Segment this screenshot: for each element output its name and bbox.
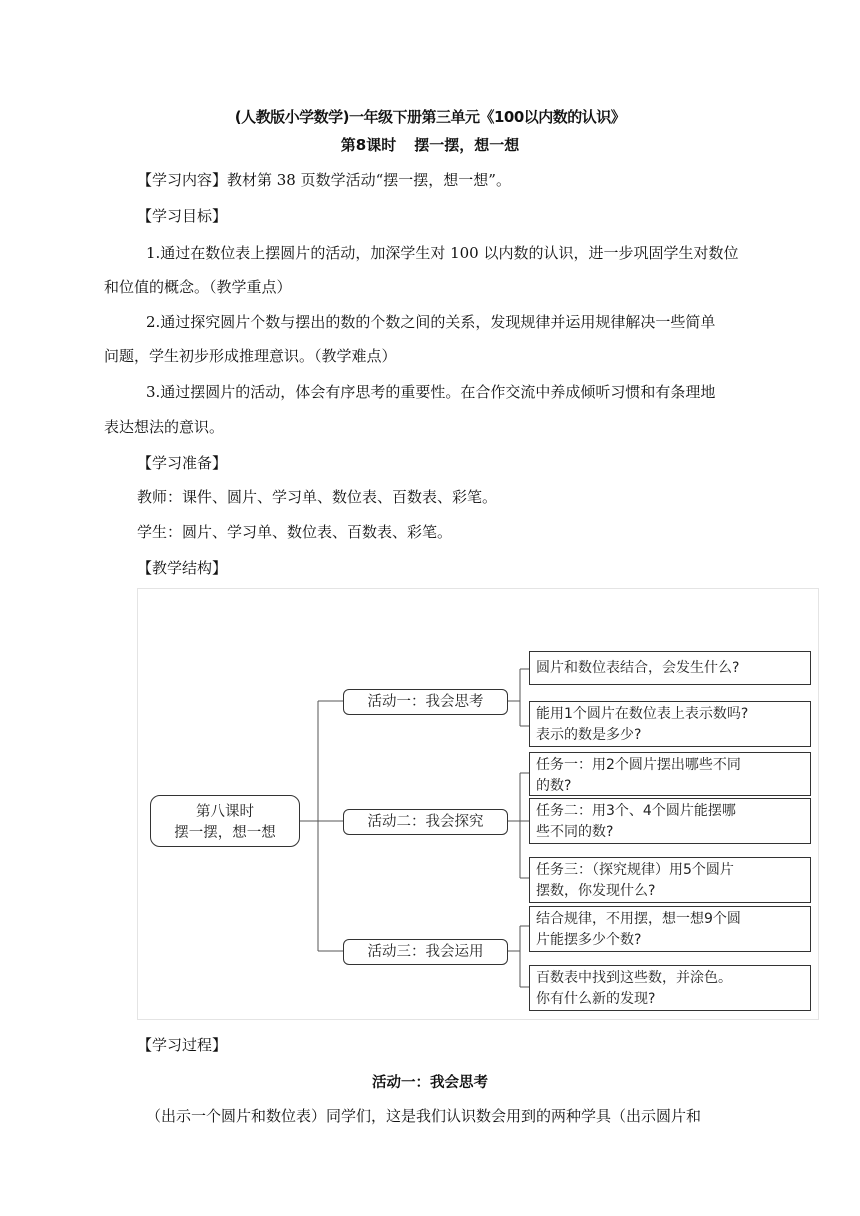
activity-3-question-1 [529,906,811,952]
a1-q2-line-2: 表示的数是多少? [536,727,642,743]
a2-t3-line-1: 任务三：（探究规律）用5个圆片 [536,862,734,878]
objectives-heading: 【学习目标】 [137,207,228,225]
process-heading: 【学习过程】 [137,1036,228,1054]
root-node [150,795,300,847]
learning-content: 【学习内容】教材第 38 页数学活动“摆一摆，想一想”。 [137,171,511,189]
objective-3-line-1: 3.通过摆圆片的活动，体会有序思考的重要性。在合作交流中养成倾听习惯和有条理地 [146,383,716,401]
a3-q1-line-1: 结合规律，不用摆，想一想9个圆 [536,911,741,927]
a2-t2-line-1: 任务二：用3个、4个圆片能摆哪 [536,803,736,819]
activity-2-task-3 [529,857,811,903]
a1-q2-line-1: 能用1个圆片在数位表上表示数吗? [536,706,749,722]
activity-1-intro: （出示一个圆片和数位表）同学们，这是我们认识数会用到的两种学具（出示圆片和 [146,1107,702,1125]
activity-2-task-2 [529,798,811,844]
a2-t2-line-2: 些不同的数? [536,824,614,840]
student-preparation: 学生：圆片、学习单、数位表、百数表、彩笔。 [137,523,453,541]
a2-t1-line-1: 任务一：用2个圆片摆出哪些不同 [536,757,741,773]
objective-1-line-1: 1.通过在数位表上摆圆片的活动，加深学生对 100 以内数的认识，进一步巩固学生对数位 [146,244,739,262]
teacher-preparation: 教师：课件、圆片、学习单、数位表、百数表、彩笔。 [137,488,498,506]
lesson-number: 第8课时 [340,136,397,154]
document-title: (人教版小学数学)一年级下册第三单元《100以内数的认识》 [234,108,626,126]
objective-3-line-2: 表达想法的意识。 [104,418,225,436]
objective-1-line-2: 和位值的概念。（教学重点） [104,278,292,296]
activity-3-question-2 [529,965,811,1011]
lesson-name: 摆一摆，想一想 [414,136,520,154]
structure-heading: 【教学结构】 [137,559,228,577]
activity-3-node: 活动三：我会运用 [343,939,508,965]
activity-1-node: 活动一：我会思考 [343,689,508,715]
activity-1-question-1 [529,651,811,685]
activity-2-task-1 [529,752,811,796]
activity-1-question-2 [529,701,811,747]
lesson-title [0,134,860,155]
a3-q2-line-2: 你有什么新的发现? [536,991,656,1007]
root-line-2: 摆一摆，想一想 [174,825,276,841]
teaching-structure-diagram [137,588,819,1020]
a3-q1-line-2: 片能摆多少个数? [536,932,642,948]
objective-2-line-1: 2.通过探究圆片个数与摆出的数的个数之间的关系，发现规律并运用规律解决一些简单 [146,313,716,331]
a2-t3-line-2: 摆数，你发现什么? [536,883,656,899]
root-line-1: 第八课时 [196,804,254,820]
a2-t1-line-2: 的数? [536,778,572,794]
a1-q1-text: 圆片和数位表结合，会发生什么? [536,660,740,676]
a3-q2-line-1: 百数表中找到这些数，并涂色。 [536,970,732,986]
activity-2-node: 活动二：我会探究 [343,809,508,835]
objective-2-line-2: 问题，学生初步形成推理意识。（教学难点） [104,347,397,365]
preparation-heading: 【学习准备】 [137,454,228,472]
activity-1-heading: 活动一：我会思考 [372,1075,488,1091]
